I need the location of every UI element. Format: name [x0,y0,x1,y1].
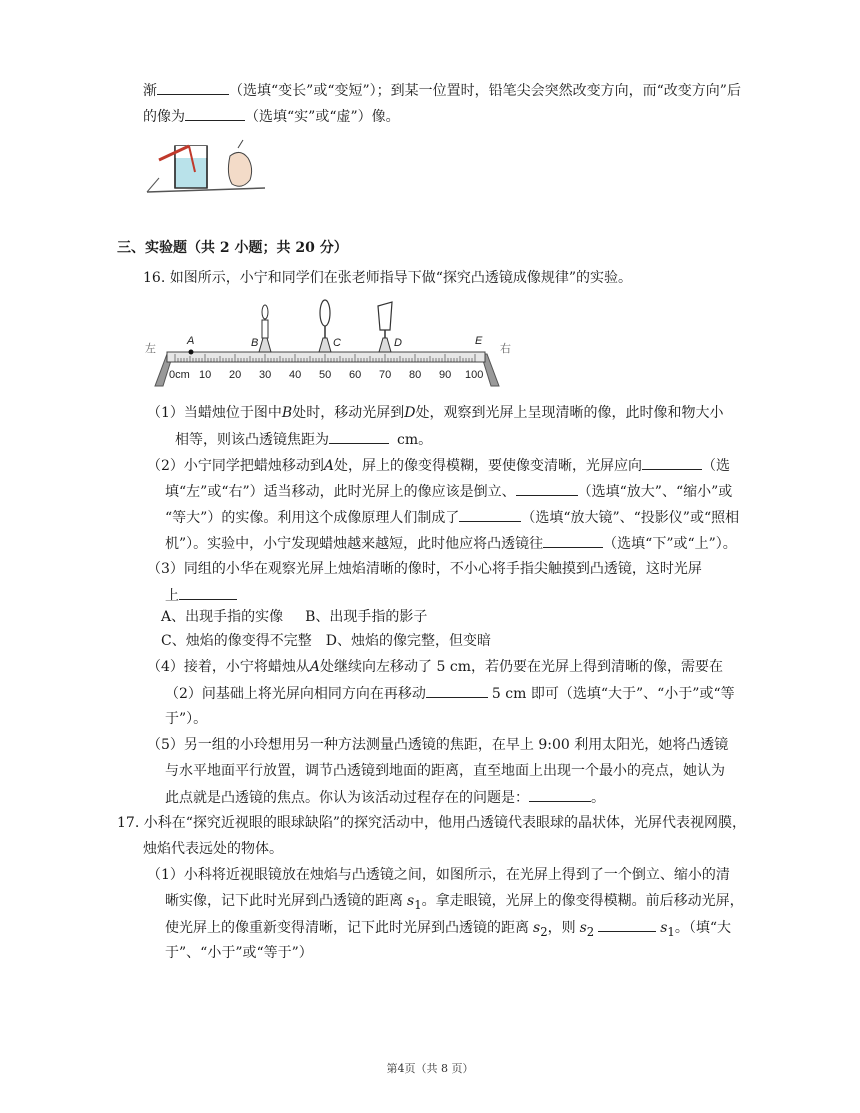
var-s2: s [533,920,541,936]
text-segment: “等大”）的实像。利用这个成像原理人们制成了 [165,510,460,526]
answer-blank[interactable] [329,429,389,444]
tick-label-70: 70 [379,369,392,381]
q16-p3-line-1: （3）同组的小华在观察光屏上烛焰清晰的像时，不小心将手指尖触摸到凸透镜，这时光屏 [147,561,702,577]
answer-blank[interactable] [543,533,603,548]
var-a: A [309,659,321,675]
q15-line-1 [143,80,741,101]
text-segment: ，则 [547,920,576,936]
text-segment: 处继续向左移动了 5 cm，若仍要在光屏上得到清晰的像，需要在 [320,659,723,675]
var-s2: s [579,920,587,936]
var-s1: s [660,920,668,936]
text-segment: 。 [591,790,605,806]
text-segment: （1）当蜡烛位于图中 [147,405,282,421]
q16-p5-line-2: 与水平地面平行放置，调节凸透镜到地面的距离，直至地面上出现一个最小的亮点，她认为 [165,763,725,779]
text-segment: 使光屏上的像重新变得清晰，记下此时光屏到凸透镜的距离 [165,920,529,936]
q17-p1-line-3 [165,917,731,942]
beaker-pencil-illustration [145,138,270,198]
var-d: D [404,405,416,421]
text-segment: 。（填“大 [674,920,731,936]
subscript: 1 [667,924,675,939]
answer-blank[interactable] [459,507,521,522]
q17-line-2: 烛焰代表远处的物体。 [143,841,283,857]
text-segment: （选填“放大”、“缩小”或 [577,484,733,500]
tick-label-60: 60 [349,369,362,381]
section-title: 三、实验题（共 2 小题；共 20 分） [117,240,348,256]
option-c[interactable]: C、烛焰的像变得不完整 [161,633,312,649]
left-label: 左 [145,343,156,355]
tick-label-90: 90 [439,369,452,381]
text-segment: （选 [702,458,731,474]
text-segment: 处，屏上的像变得模糊，要使像变清晰，光屏应向 [334,458,643,474]
subscript: 2 [540,924,548,939]
text-segment: 机”）。实验中，小宁发现蜡烛越来越短，此时他应将凸透镜往 [165,536,544,552]
option-d[interactable]: D、烛焰的像完整，但变暗 [325,633,491,649]
q17-p1-line-2 [165,891,744,915]
q16-p3-line-2 [165,585,237,606]
q17-p1-line-1: （1）小科将近视眼镜放在烛焰与凸透镜之间，如图所示，在光屏上得到了一个倒立、缩小的清 [147,867,730,883]
text-segment: （4）接着，小宁将蜡烛从 [147,659,310,675]
text-segment: （选填“下”或“上”）。 [603,536,737,552]
var-b: B [281,405,293,421]
tick-label-80: 80 [409,369,422,381]
text-segment: （2）小宁同学把蜡烛移动到 [147,458,324,474]
letter-a: A [187,335,195,347]
text-segment: 上 [165,588,179,604]
letter-e: E [475,335,483,347]
text-segment: cm。 [397,432,433,448]
q16-p2-line-3 [165,507,739,528]
q16-p4-line-1 [147,657,723,677]
text-segment: 5 cm 即可（选填“大于”、“小于”或“等 [491,686,735,702]
answer-blank[interactable] [529,787,591,802]
var-a: A [323,458,335,474]
q16-p4-line-3: 于”）。 [165,711,208,727]
text-segment: 晰实像，记下此时光屏到凸透镜的距离 [165,893,403,909]
text-segment: 处，观察到光屏上呈现清晰的像，此时像和物大小 [415,405,724,421]
q16-p5-line-1: （5）另一组的小玲想用另一种方法测量凸透镜的焦距，在早上 9:00 利用太阳光，她将凸透镜 [147,737,729,753]
q16-p2-line-1 [147,455,730,476]
right-label: 右 [500,343,511,355]
text-segment: （2）问基础上将光屏向相同方向在再移动 [165,686,426,702]
text-segment: 渐 [143,83,157,99]
tick-label-20: 20 [229,369,242,381]
answer-blank[interactable] [179,585,237,600]
optical-bench-figure [143,296,513,391]
text-segment: （选填“放大镜”、“投影仪”或“照相 [521,510,740,526]
subscript: 2 [586,924,595,939]
text-segment: 。拿走眼镜，光屏上的像变得模糊。前后移动光屏， [421,893,744,909]
tick-label-100: 100 [465,369,484,381]
tick-label-50: 50 [319,369,332,381]
subscript: 1 [414,897,422,912]
q17-line-1: 17. 小科在“探究近视眼的眼球缺陷”的探究活动中，他用凸透镜代表眼球的晶状体，光屏代表视网膜， [117,815,747,831]
q16-p5-line-3 [165,787,605,808]
answer-blank[interactable] [157,80,229,95]
option-b[interactable]: B、出现手指的影子 [305,609,428,625]
text-segment: 的像为 [143,109,185,125]
answer-blank[interactable] [185,106,245,121]
letter-b: B [251,337,259,349]
text-segment: 处时，移动光屏到 [292,405,405,421]
tick-label-40: 40 [289,369,302,381]
tick-label-0: 0cm [169,369,190,381]
var-s1: s [407,893,415,909]
answer-blank[interactable] [516,481,578,496]
q16-options-row-2 [161,631,491,651]
q16-p1-line-1 [147,403,723,423]
tick-label-30: 30 [259,369,272,381]
q16-p1-line-2 [175,429,432,450]
text-segment: 相等，则该凸透镜焦距为 [175,432,329,448]
text-segment: 此点就是凸透镜的焦点。你认为该活动过程存在的问题是： [165,790,529,806]
answer-blank[interactable] [642,455,702,470]
letter-d: D [394,337,402,349]
answer-blank[interactable] [426,683,488,698]
text-segment: （选填“变长”或“变短”）；到某一位置时，铅笔尖会突然改变方向，而“改变方向”后 [229,83,741,99]
q16-stem: 16. 如图所示，小宁和同学们在张老师指导下做“探究凸透镜成像规律”的实验。 [143,270,633,286]
q16-p2-line-4 [165,533,737,554]
text-segment: 填“左”或“右”）适当移动，此时光屏上的像应该是倒立、 [165,484,516,500]
answer-blank[interactable] [598,917,656,932]
page-footer: 第4页（共 8 页） [386,1062,474,1075]
q16-p2-line-2 [165,481,732,502]
q16-p4-line-2 [165,683,735,704]
q15-line-2 [143,106,400,127]
letter-c: C [333,337,341,349]
option-a[interactable]: A、出现手指的实像 [161,609,284,625]
tick-label-10: 10 [199,369,212,381]
q16-options-row-1 [161,607,427,627]
q17-p1-line-4: 于”、“小于”或“等于”） [165,945,313,961]
text-segment: （选填“实”或“虚”）像。 [245,109,400,125]
